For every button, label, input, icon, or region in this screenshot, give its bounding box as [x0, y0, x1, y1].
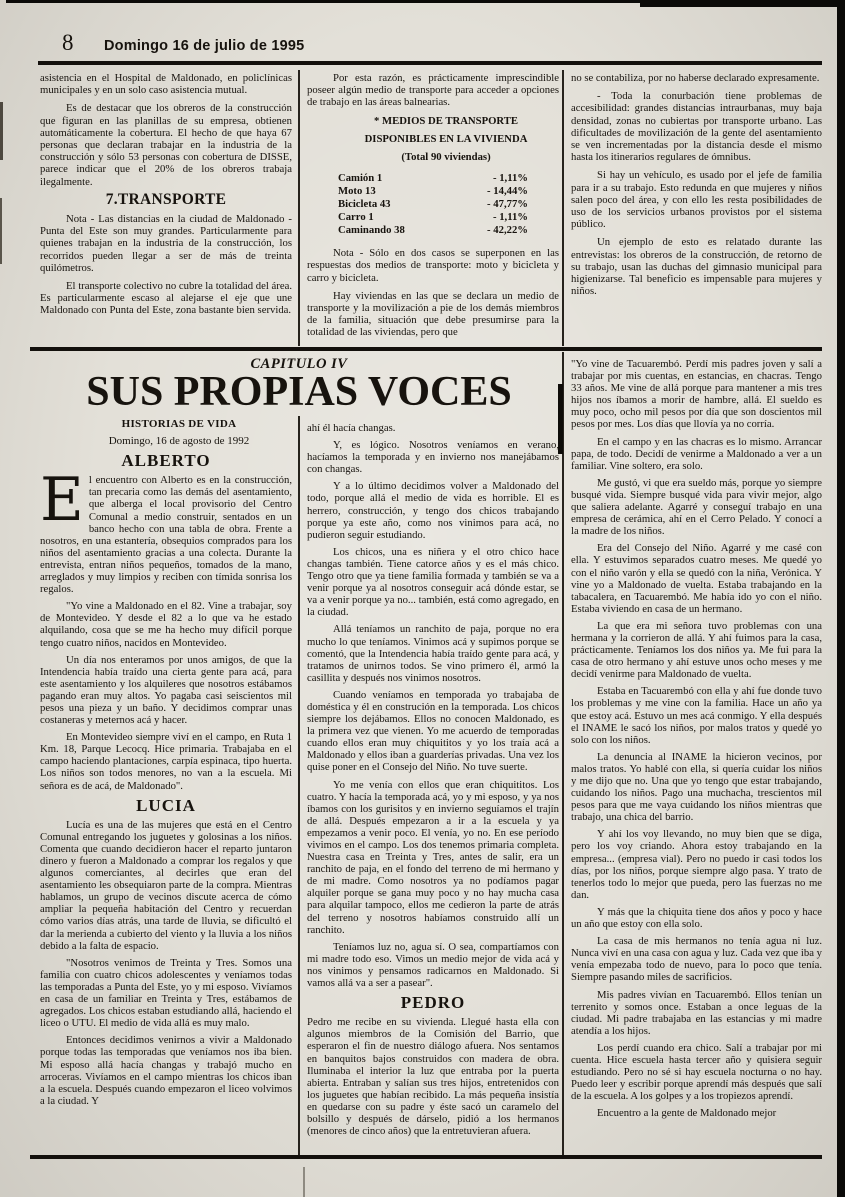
- paragraph: "Yo vine de Tacuarembó. Perdí mis padres joven y salí a trabajar por mis cuentas, en estancias, en chacras. Tengo 33 años. Me vine de allá porque para mantener a mis tres hijos nos íbamos a morir de hambre, allá. El sueldo es muy poco, ocho mil pesos por día que son doscientos mil pesos por mes. Los días que llovía ya no corría.: [571, 358, 822, 431]
- paragraph-dropcap: [40, 465, 292, 596]
- paragraph: Pedro me recibe en su vivienda. Llegué hasta ella con algunos miembros de la Comisión del Barrio, que esperaron el fin de nuestro diálogo afuera. Nos sentamos en banquitos bajos construidos con madera de obra. Iluminaba el interior la luz que entraba por la puerta abierta. Entraban y salían sus tres hijos, entretenidos con los juguetes que habían recibido. La más pequeña insistía en quedarse con su padre y éste sacó un caramelo del bolsillo y después de dárselo, pidió a los hermanos (menores de cinco años) que la entretuvieran afuera.: [307, 1016, 559, 1138]
- paragraph: Estaba en Tacuarembó con ella y ahí fue donde tuvo los problemas y me vine con la familia. Hace un año ya que estoy acá. Estuvo un mes acá conmigo. Y ella después el INAME le sacó los niños, por malos tratos y quedé yo solo con los niños.: [571, 685, 822, 746]
- paragraph-text: l encuentro con Alberto es en la construcción, tan precaria como las demás del asentamiento, que alberga el local provisorio del Centro Comunal a medio construir, sentados en un banco hecho con una tabla de obra. Frente a nosotros, en una estantería, obsequios comprados para los niños del asentamiento gracias a una colecta. Durante la entrevista, entran niños pequeños, tomados de la mano, arreglados y muy limpios y reciben con tímida sonrisa los regalos.: [40, 474, 292, 596]
- table-row-label: Moto 13: [338, 185, 376, 198]
- story-heading-alberto: ALBERTO: [121, 451, 211, 471]
- paragraph: Lucía es una de las mujeres que está en el Centro Comunal entregando los juguetes y golosinas a los niños. Comenta que cuando decidieron hacer el reparto juntaron dinero y fueron a Maldonado a comprar los regalos y que algunos comerciantes, al decirles que eran del asentamiento les obsequiaron parte de la compra. Mientras hablamos, un grupo de vecinos discute acerca de cómo ampliar la pequeña habitación del Centro y recuerdan cómo varios días atrás, una tarde de lluvia, se dificultó el dar la merienda a cubierto del viento y la lluvia a los niños debido a la falta de espacio.: [40, 818, 292, 952]
- table-row: [338, 185, 528, 198]
- scan-edge-right: [837, 0, 845, 1197]
- table-row-value: - 14,44%: [487, 185, 528, 198]
- paragraph: En el campo y en las chacras es lo mismo. Arrancar papa, de todo. Decidí de venirme a Maldonado a ver a un familiar. Vine soltero, era solo.: [571, 435, 822, 472]
- paragraph: Un ejemplo de esto es relatado durante las entrevistas: los obreros de la construcción, de retorno de su trabajo, usan las duchas del gimnasio municipal para higienizarse. Tal beneficio es impensable para mujeres y niños.: [571, 236, 822, 298]
- transport-table-title: * MEDIOS DE TRANSPORTE: [373, 114, 519, 127]
- top-column-2: [307, 72, 559, 347]
- header-rule: [38, 61, 822, 65]
- paragraph: Los perdí cuando era chico. Salí a trabajar por mi cuenta. Hice escuela hasta tercer año y quisiera seguir estudiando. Pero no sé si hay escuela nocturna o no hay. Puedo leer y escribir porque aprendí más después que salí de la escuela. A los golpes y a los tropiezos aprendí.: [571, 1041, 822, 1103]
- paragraph: Cuando veníamos en temporada yo trabajaba de doméstica y él en construción en la temporada. Los chicos siempre los dejábamos. Ellos no conocen Maldonado, es la primera vez que vienen. Yo me acuerdo de temporadas cuando ellos eran muy chiquititos y yo los traía acá a Maldonado y ellos iban a guarderías privadas. Una vez los quise poner en el Consejo del Niño. No tuve suerte.: [307, 688, 559, 774]
- story-heading-pedro: PEDRO: [400, 993, 466, 1013]
- main-column-2: [307, 422, 559, 1155]
- series-title: HISTORIAS DE VIDA: [121, 418, 237, 430]
- paragraph: no se contabiliza, por no haberse declarado expresamente.: [571, 72, 820, 84]
- paragraph: Mis padres vivían en Tacuarembó. Ellos tenían un terrenito y somos once. Estaban a once leguas de la ciudad. Mi padre trabajaba en las estancias y mi madre atendía a los hijos.: [571, 988, 822, 1037]
- scan-edge-top-right: [640, 0, 845, 7]
- paragraph: La que era mi señora tuvo problemas con una hermana y la corrieron de allá. Y ahí fuimos para la casa, prácticamente. Teníamos los dos niños ya. Me fui para la casa de otro hermano y ahí estuve unos ocho meses y me decidí venirme para Maldonado de vuelta.: [571, 619, 822, 681]
- bottom-border-rule: [30, 1155, 822, 1159]
- paragraph: La casa de mis hermanos no tenía agua ni luz. Nunca viví en una casa con agua y luz. Cada vez que iba y venía empezaba todo de nuevo, para lo poco que tenía. Siempre pasando miles de sacrificios.: [571, 935, 822, 984]
- paragraph: Hay viviendas en las que se declara un medio de transporte y la movilización a pie de los demás miembros de la familia, situación que debe presumirse para la totalidad de las viviendas, pero que: [307, 289, 559, 339]
- transport-table: [338, 172, 528, 237]
- table-row-value: - 47,77%: [487, 198, 528, 211]
- paragraph: Me gustó, vi que era sueldo más, porque yo siempre busqué vida. Siempre busqué vida para vivir mejor, algo que saliera adelante. Agarré y conseguí trabajo en una empresa de cerámica, ahí en el Cerro Pelado. Y conocí a la madre de los niños.: [571, 476, 822, 538]
- top-column-3: [571, 72, 822, 347]
- paragraph: Si hay un vehículo, es usado por el jefe de familia para ir a su trabajo. Esto redunda en que mujeres y niños salen poco del área, y con ello les resta posibilidades de uso de los servicios urbanos provistos por el sistema público.: [571, 169, 822, 231]
- section-heading-transporte: 7.TRANSPORTE: [105, 190, 227, 208]
- paragraph: Teníamos luz no, agua sí. O sea, compartíamos con mi madre todo eso. Vimos un medio mejor de vida acá y nos vinimos y pensamos radicarnos en Maldonado. Si vamos allá va a ser a pasear".: [307, 940, 559, 990]
- table-row-label: Caminando 38: [338, 224, 405, 237]
- paragraph: Y más que la chiquita tiene dos años y poco y hace un año que estoy con ella solo.: [571, 905, 822, 931]
- paragraph: Entonces decidimos venirnos a vivir a Maldonado porque todas las temporadas que veníamos nos iba bien. Mi esposo allá hacía changas y trabajó mucho en arroceras. Vivíamos en el campo mientras los chicos iban a la escuela. Después cuando empezaron el liceo volvimos a la ciudad. Y: [40, 1034, 292, 1107]
- paragraph: ahí él hacía changas.: [307, 422, 396, 434]
- chapter-title: SUS PROPIAS VOCES: [86, 369, 512, 415]
- paragraph: Y a lo último decidimos volver a Maldonado del todo, porque allá el medio de vida es horrible. El es herrero, construcción, y tengo dos chicos trabajando porque ya este año, como nos vinimos para acá, no pudieron seguir estudiando.: [307, 480, 559, 541]
- story-heading-lucia: LUCIA: [136, 795, 196, 815]
- top-column-rule-1: [298, 70, 300, 346]
- table-row: [338, 172, 528, 185]
- paragraph: Nota - Las distancias en la ciudad de Maldonado - Punta del Este son muy grandes. Particularmente para quienes trabajan en la industria de la construcción, los recorridos pueden llegar a ser de más de treinta quilómetros.: [40, 213, 292, 274]
- transport-table-total: (Total 90 viviendas): [401, 151, 491, 164]
- paragraph: Por esta razón, es prácticamente imprescindible poseer algún medio de transporte para acceder a opciones de trabajo en las áreas balnearias.: [307, 72, 559, 109]
- drop-cap: E: [40, 465, 84, 536]
- scan-mark-left-1: [0, 102, 3, 160]
- table-row-value: - 42,22%: [487, 224, 528, 237]
- table-row-value: - 1,11%: [492, 172, 528, 185]
- scan-mark-left-2: [0, 198, 2, 264]
- paragraph: Yo me venía con ellos que eran chiquititos. Los cuatro. Y hacía la temporada acá, yo y mi esposo, y ya nos íbamos con los gurisitos y en invierno seguíamos el trajín de allá. Después empezaron a ir a la escuela y ya empezamos a venir poco. El venía, yo no. En ese período vivimos en el campo. Los dos tenemos primaria completa. Nuestra casa en Treinta y Tres, antes de salir, era un ranchito de paja, en el fondo del terreno de mi hermano y de mi madre. Como nosotros ya no podíamos pagar alquiler porque se gana muy poco y no hay mucha casa para alquilar tampoco, ellos me cedieron la parte de atrás del terreno y nosotros habíamos construido allí un ranchito.: [307, 778, 559, 936]
- page-number: 8: [62, 30, 74, 55]
- series-date: Domingo, 16 de agosto de 1992: [108, 435, 250, 448]
- chapter-kicker: CAPITULO IV: [250, 356, 348, 372]
- paragraph: Los chicos, una es niñera y el otro chico hace changas también. Tiene catorce años y es el más chico. Tengo otro que ya tiene familia formada y también se va a venir porque ya al nosotros conseguir acá dónde estar, se va a venir porque ya no... también, está como agregado, en la ciudad.: [307, 545, 559, 619]
- paragraph: Un día nos enteramos por unos amigos, de que la Intendencia había traído una cierta gente para acá, para este asentamiento y los alquileres que nosotros estábamos pagando eran muy altos. Yo pagaba casi seiscientos mil pesos una pieza y un baño. Y decidimos comprar unas costaneras y meternos acá y hacer.: [40, 653, 292, 727]
- main-column-rule-1: [298, 416, 300, 1155]
- paragraph: Era del Consejo del Niño. Agarré y me casé con ella. Y estuvimos separados cuatro meses. Me quedé yo con el niño varón y ella se quedó con la niña, Verónica. Y vine yo a Maldonado de vuelta. Estaba trabajando en la tabacalera, en Tacuarembó. Me había ido yo con el niño. Estaba viviendo en casa de un hermano.: [571, 542, 822, 615]
- paragraph: Nota - Sólo en dos casos se superponen en las respuestas dos medios de transporte: moto y bicicleta y carro y bicicleta.: [307, 247, 559, 284]
- table-row: [338, 198, 528, 211]
- transport-table-title-2: DISPONIBLES EN LA VIVIENDA: [364, 132, 528, 145]
- top-column-rule-2: [562, 70, 564, 346]
- main-column-1: [40, 418, 292, 1155]
- paragraph: asistencia en el Hospital de Maldonado, en policlínicas municipales y en un solo caso asistencia mutual.: [40, 72, 292, 97]
- paragraph: "Yo vine a Maldonado en el 82. Vine a trabajar, soy de Montevideo. Y desde el 82 a lo que va he estado alquilando, cosa que se me ha hecho muy difícil porque tengo cuatro niños, nacidos en Montevideo.: [40, 600, 292, 649]
- table-row-label: Carro 1: [338, 211, 374, 224]
- paragraph: Y ahí los voy llevando, no muy bien que se diga, pero los voy criando. Ahora estoy trabajando en la empresa... (empresa vial). Pero no puedo ir casi todos los días, por los niños, porque siempre algo pasa. Y trato de tenerlos todo lo mejor que pueda, pero las fuerzas no me dan.: [571, 828, 822, 901]
- table-row-label: Bicicleta 43: [338, 198, 391, 211]
- paragraph: Allá teníamos un ranchito de paja, porque no era mucho lo que teníamos. Vinimos acá y supimos porque se comentó, que la Intendencia había traído gente para acá, y tratamos de unirnos todos. Se vino primero él, armó la casillita y después nos vinimos nosotros.: [307, 623, 559, 684]
- paragraph: Es de destacar que los obreros de la construcción que figuran en las planillas de su empresa, obtienen automáticamente la cobertura. El hecho de que haya 67 personas que declaran trabajar en la industria de la construcción y sólo 53 personas con cobertura de DISSE, parece indicar que el 20% de los obreros trabaja ilegalmente.: [40, 102, 292, 188]
- paragraph: Encuentro a la gente de Maldonado mejor: [597, 1107, 777, 1120]
- paragraph: - Toda la conurbación tiene problemas de accesibilidad: grandes distancias intraurbanas, muy baja densidad, zonas no cubiertas por transporte urbano. Las dificultades de movilización de la gente del asentamiento se ven incrementadas por la distancia desde el mismo hasta los itinerarios regulares de ómnibus.: [571, 90, 822, 164]
- paragraph: En Montevideo siempre viví en el campo, en Ruta 1 Km. 18, Parque Lecocq. Hice primaria. Trabajaba en el campo haciendo plantaciones, carpía espinaca, tipo huerta. Los niños son todos menores, no van a la escuela. Mi señora es de acá, de Maldonado".: [40, 731, 292, 792]
- main-column-3: [571, 358, 822, 1155]
- section-divider-rule: [30, 347, 822, 351]
- paragraph: El transporte colectivo no cubre la totalidad del área. Es particularmente escaso al alejarse el eje que une Maldonado con Punta del Este, zona bastante bien servida.: [40, 280, 292, 317]
- fold-mark: [303, 1167, 305, 1197]
- paragraph: La denuncia al INAME la hicieron vecinos, por malos tratos. Yo hablé con ella, si quería cuidar los niños y me dijo que no. Una que yo tengo que estar trabajando, cuidando los niños. Pago una muchacha, trescientos mil pesos para que me vaya cuidando los niños mientras que trabajo, una chica del barrio.: [571, 750, 822, 824]
- top-column-1: [40, 72, 292, 347]
- page-dateline: Domingo 16 de julio de 1995: [104, 38, 305, 54]
- table-row: [338, 224, 528, 237]
- paragraph: Y, es lógico. Nosotros veníamos en verano, hacíamos la temporada y en invierno nos manejábamos con changas.: [307, 439, 559, 476]
- table-row-label: Camión 1: [338, 172, 383, 185]
- paragraph: "Nosotros venimos de Treinta y Tres. Somos una familia con cuatro chicos adolescentes y veníamos todas las temporadas a Punta del Este, yo y mi esposo. Vivíamos en casa de un familiar en Treinta y Tres, estábamos de agregados. Los chicos estaban estudiando allá, haciendo el liceo o UTU. El medio de vida allá es muy malo.: [40, 956, 292, 1030]
- main-column-rule-2: [562, 352, 564, 1155]
- table-row: [338, 211, 528, 224]
- table-row-value: - 1,11%: [492, 211, 528, 224]
